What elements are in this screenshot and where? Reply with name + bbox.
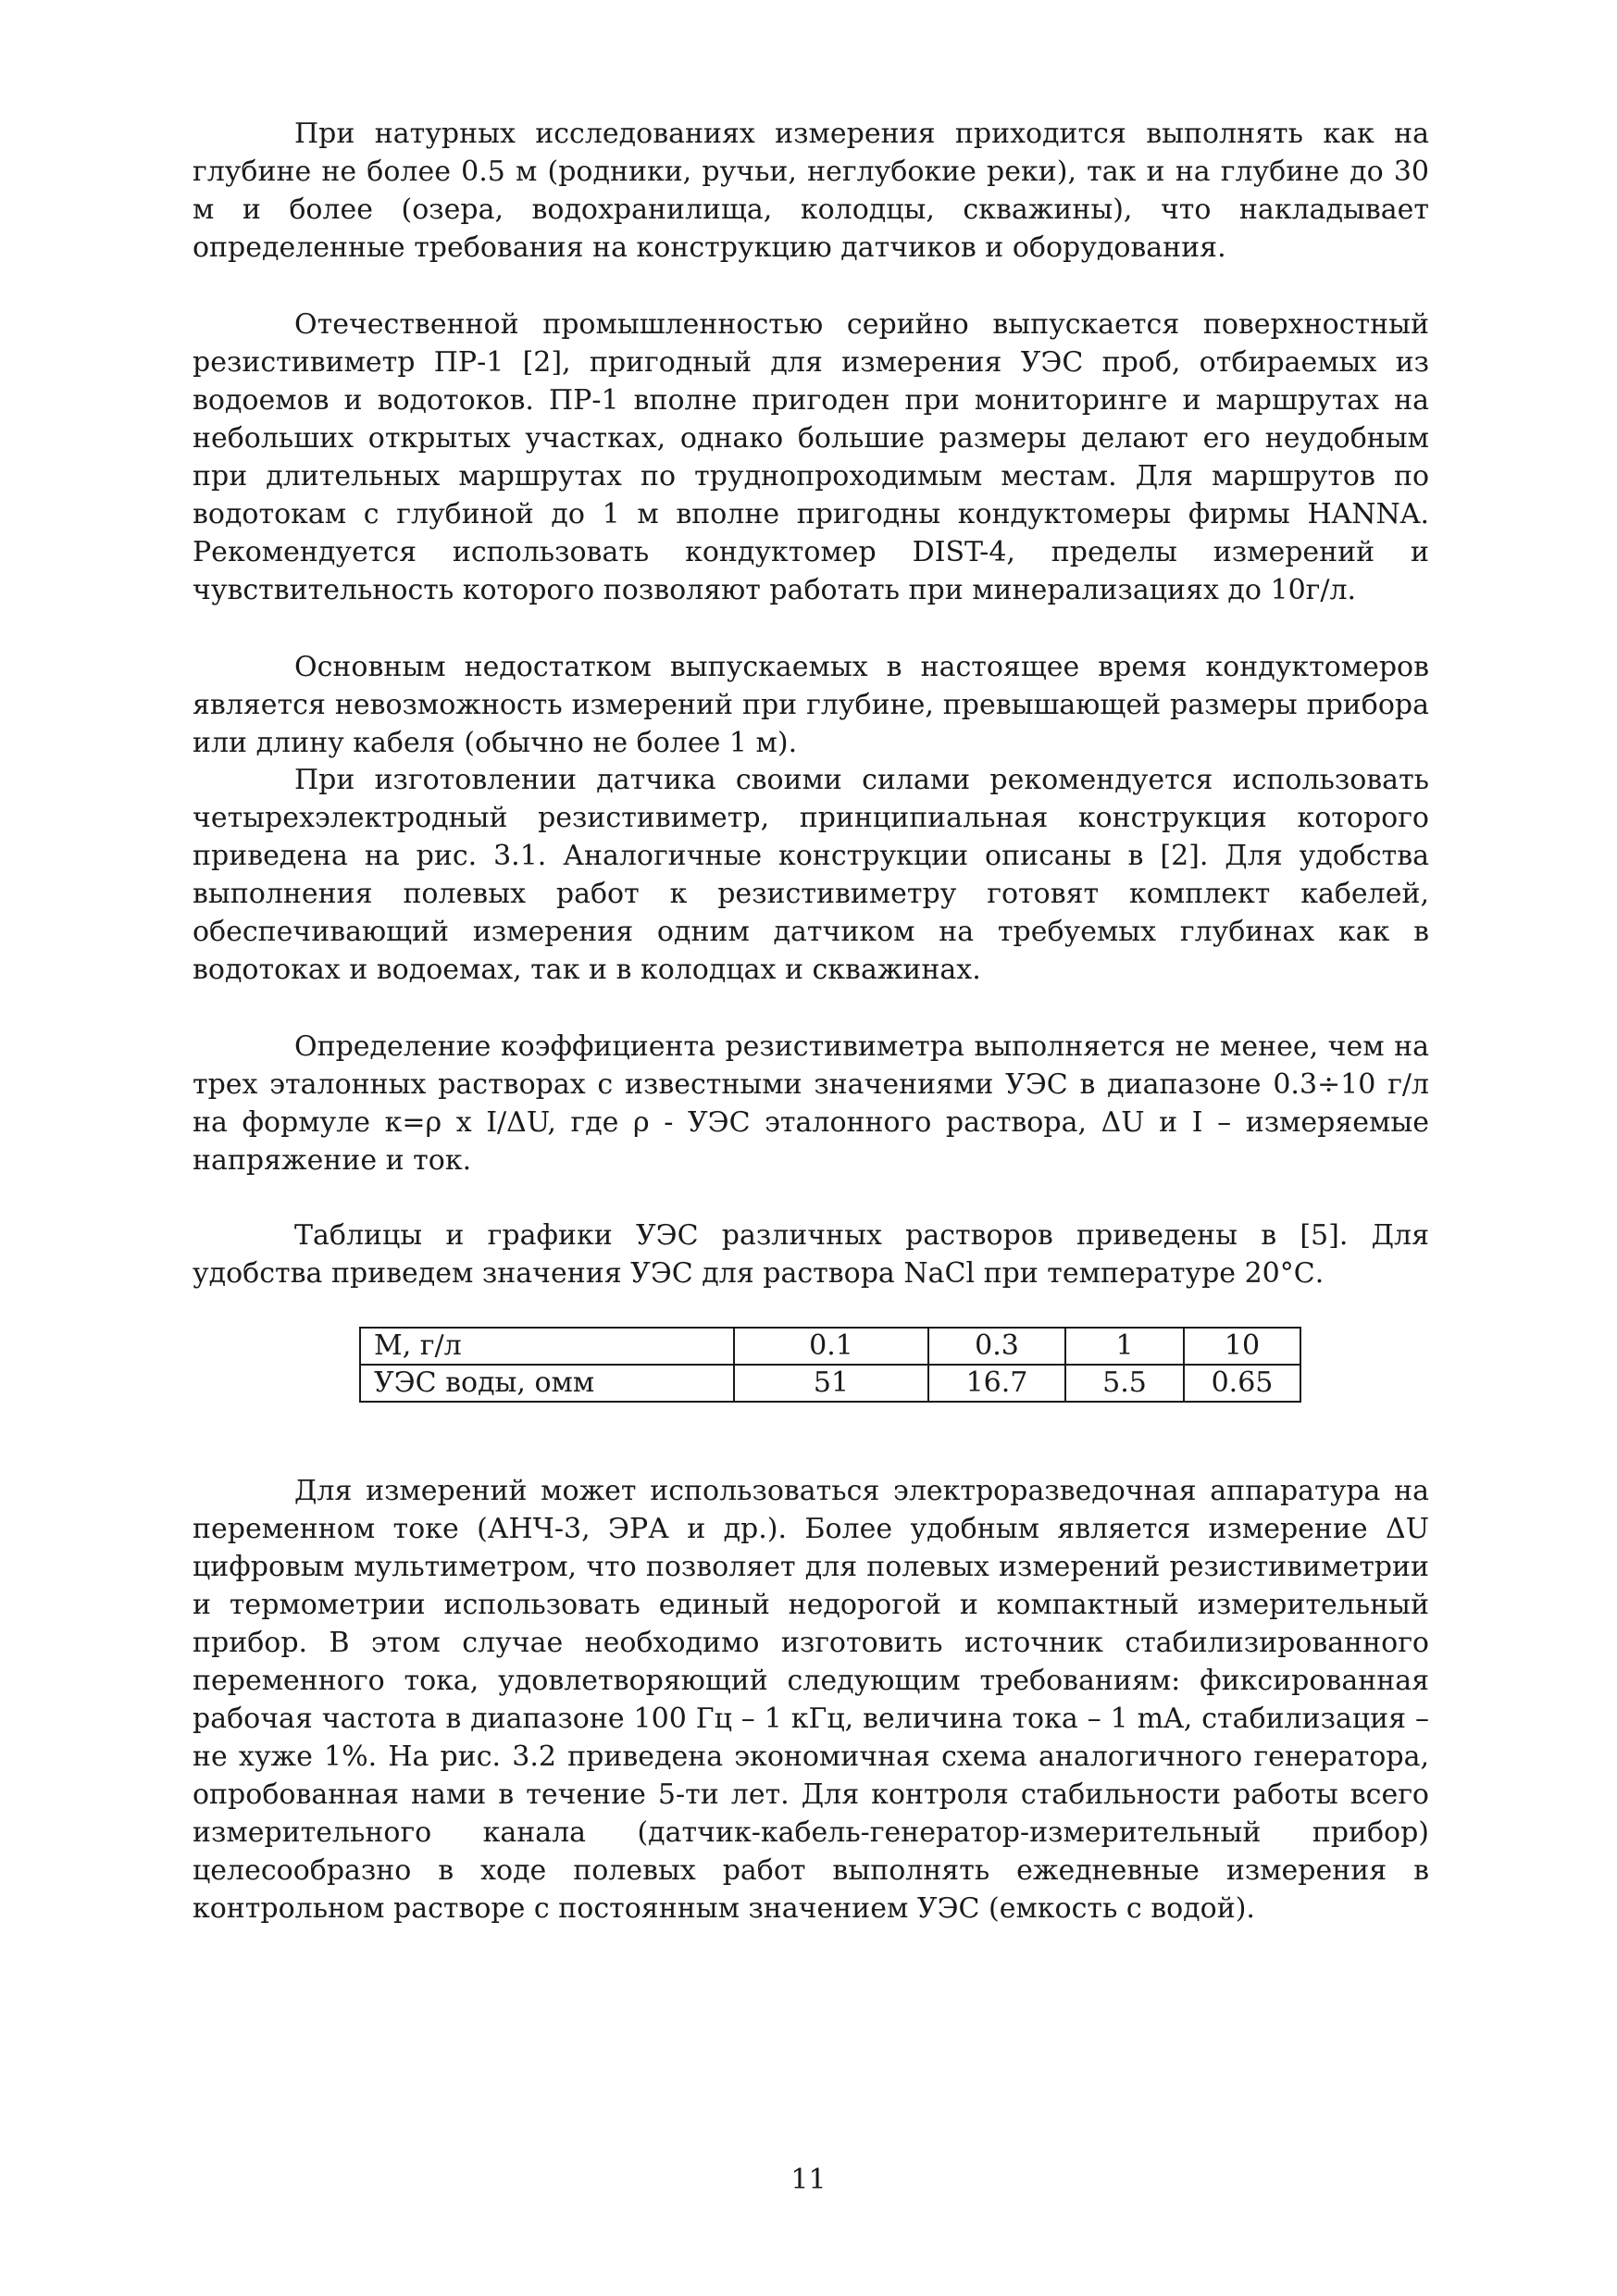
paragraph-text: При натурных исследованиях измерения приходится выполнять как на глубине не более 0.5 м (родники, ручьи, неглубокие реки), так и на глубине до 30 м и более (озера, водохранилища, колодцы, скважины), что накладывает определенные требования на конструкцию датчиков и оборудования. bbox=[193, 118, 1429, 264]
paragraph-text: Отечественной промышленностью серийно выпускается поверхностный резистивиметр ПР-1 [2], пригодный для измерения УЭС проб, отбираемых из водоемов и водотоков. ПР-1 вполне пригоден при мониторинге и маршрутах на небольших открытых участках, однако большие размеры делают его неудобным при длительных маршрутах по труднопроходимым местам. Для маршрутов по водотокам с глубиной до 1 м вполне пригодны кондуктомеры фирмы HANNA. Рекомендуется использовать кондуктомер DIST-4, пределы измерений и чувствительность которого позволяют работать при минерализациях до 10г/л. bbox=[193, 308, 1429, 606]
table-row bbox=[360, 1328, 1300, 1365]
paragraph bbox=[193, 648, 1429, 762]
table-cell: УЭС воды, омм bbox=[360, 1365, 734, 1402]
table-cell: 0.3 bbox=[928, 1328, 1065, 1365]
table-cell: 16.7 bbox=[928, 1365, 1065, 1402]
table-cell: 0.1 bbox=[734, 1328, 928, 1365]
paragraph-text: Основным недостатком выпускаемых в настоящее время кондуктомеров является невозможность измерений при глубине, превышающей размеры прибора или длину кабеля (обычно не более 1 м). bbox=[193, 651, 1429, 759]
table-cell: 0.65 bbox=[1184, 1365, 1300, 1402]
paragraph bbox=[193, 1217, 1429, 1292]
paragraph bbox=[193, 1028, 1429, 1179]
nacl-resistivity-table bbox=[359, 1327, 1301, 1403]
table-cell: 5.5 bbox=[1065, 1365, 1184, 1402]
table-row bbox=[360, 1365, 1300, 1402]
paragraph bbox=[193, 306, 1429, 609]
table-cell: 10 bbox=[1184, 1328, 1300, 1365]
paragraph-text: Для измерений может использоваться электроразведочная аппаратура на переменном токе (АНЧ-3, ЭРА и др.). Более удобным является измерение ΔU цифровым мультиметром, что позволяет для полевых измерений резистивиметрии и термометрии использовать единый недорогой и компактный измерительный прибор. В этом случае необходимо изготовить источник стабилизированного переменного тока, удовлетворяющий следующим требованиям: фиксированная рабочая частота в диапазоне 100 Гц – 1 кГц, величина тока – 1 mA, стабилизация – не хуже 1%. На рис. 3.2 приведена экономичная схема аналогичного генератора, опробованная нами в течение 5-ти лет. Для контроля стабильности работы всего измерительного канала (датчик-кабель-генератор-измерительный прибор) целесообразно в ходе полевых работ выполнять ежедневные измерения в контрольном растворе с постоянным значением УЭС (емкость с водой). bbox=[193, 1475, 1429, 1925]
paragraph bbox=[193, 115, 1429, 267]
paragraph bbox=[193, 761, 1429, 989]
paragraph-text: При изготовлении датчика своими силами рекомендуется использовать четырехэлектродный резистивиметр, принципиальная конструкция которого приведена на рис. 3.1. Аналогичные конструкции описаны в [2]. Для удобства выполнения полевых работ к резистивиметру готовят комплект кабелей, обеспечивающий измерения одним датчиком на требуемых глубинах как в водотоках и водоемах, так и в колодцах и скважинах. bbox=[193, 764, 1429, 986]
table-cell: 1 bbox=[1065, 1328, 1184, 1365]
page-number: 11 bbox=[790, 2164, 827, 2196]
table-cell: 51 bbox=[734, 1365, 928, 1402]
paragraph-text: Таблицы и графики УЭС различных растворов приведены в [5]. Для удобства приведем значения УЭС для раствора NaCl при температуре 20°С. bbox=[193, 1219, 1429, 1290]
paragraph bbox=[193, 1472, 1429, 1928]
table-cell: М, г/л bbox=[360, 1328, 734, 1365]
paragraph-text: Определение коэффициента резистивиметра выполняется не менее, чем на трех эталонных растворах с известными значениями УЭС в диапазоне 0.3÷10 г/л на формуле к=ρ х I/ΔU, где ρ - УЭС эталонного раствора, ΔU и I – измеряемые напряжение и ток. bbox=[193, 1030, 1429, 1177]
